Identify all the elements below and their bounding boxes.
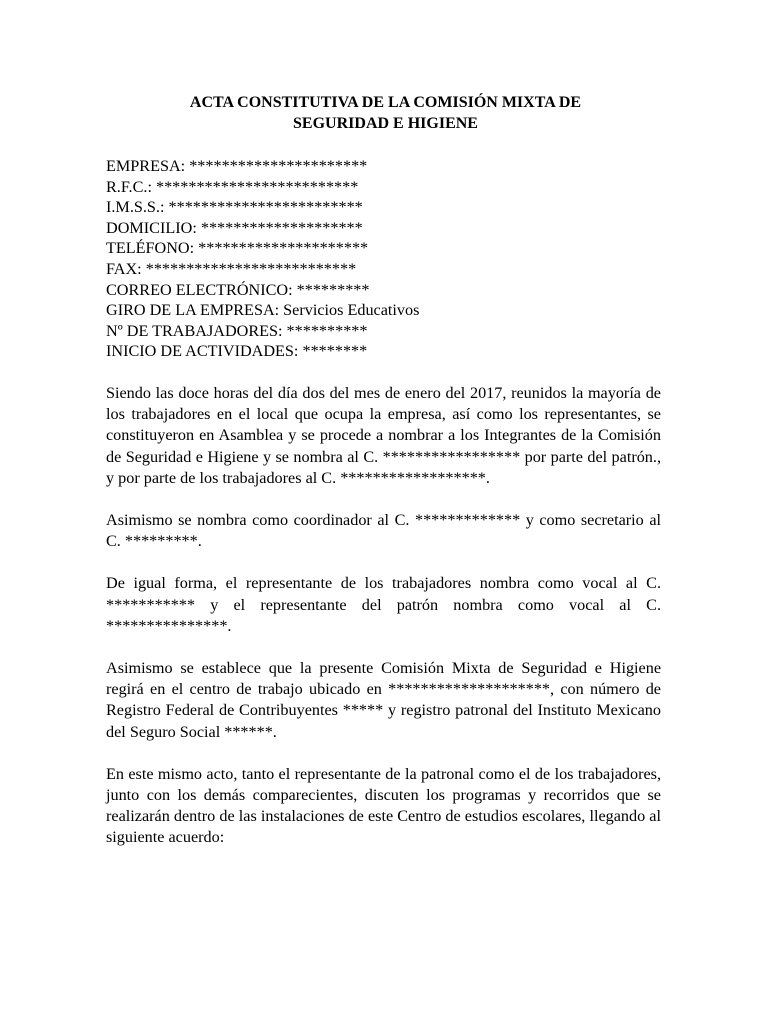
company-fields <box>106 156 661 362</box>
field-correo: CORREO ELECTRÓNICO: ********* <box>106 280 370 299</box>
paragraph-centro-trabajo: Asimismo se establece que la presente Comisión Mixta de Seguridad e Higiene regirá en el centro de trabajo ubicado en ********************, con número de Registro Federal de Contribuyentes ***** y registro patronal del Instituto Mexicano del Seguro Social ******. <box>106 658 661 741</box>
field-telefono: TELÉFONO: ********************* <box>106 239 369 258</box>
field-giro: GIRO DE LA EMPRESA: Servicios Educativos <box>106 301 420 320</box>
field-imss: I.M.S.S.: ************************ <box>106 198 363 217</box>
paragraph-asamblea: Siendo las doce horas del día dos del mes de enero del 2017, reunidos la mayoría de los trabajadores en el local que ocupa la empresa, así como los representantes, se constituyeron en Asamblea y se procede a nombrar a los Integrantes de la Comisión de Seguridad e Higiene y se nombra al C. ***************** por parte del patrón., y por parte de los trabajadores al C. ******************. <box>106 383 661 487</box>
paragraph-vocales: De igual forma, el representante de los trabajadores nombra como vocal al C. *********** y el representante del patrón nombra como vocal al C. ***************. <box>106 574 661 635</box>
field-domicilio: DOMICILIO: ******************** <box>106 218 363 237</box>
field-inicio-actividades: INICIO DE ACTIVIDADES: ******** <box>106 342 368 361</box>
document-title <box>106 92 661 134</box>
title-line-1: ACTA CONSTITUTIVA DE LA COMISIÓN MIXTA DE <box>189 94 582 111</box>
field-rfc: R.F.C.: ************************* <box>106 177 359 196</box>
field-fax: FAX: ************************** <box>106 259 357 278</box>
title-line-2: SEGURIDAD E HIGIENE <box>293 115 478 132</box>
paragraph-coordinador: Asimismo se nombra como coordinador al C. ************* y como secretario al C. *********. <box>106 510 661 551</box>
field-empresa: EMPRESA: ********************** <box>106 157 368 175</box>
document-page <box>106 92 661 870</box>
paragraph-acuerdo: En este mismo acto, tanto el representante de la patronal como el de los trabajadores, junto con los demás comparecientes, discuten los programas y recorridos que se realizarán dentro de las instalaciones de este Centro de estudios escolares, llegando al siguiente acuerdo: <box>106 764 661 847</box>
field-trabajadores: Nº DE TRABAJADORES: ********** <box>106 321 368 340</box>
